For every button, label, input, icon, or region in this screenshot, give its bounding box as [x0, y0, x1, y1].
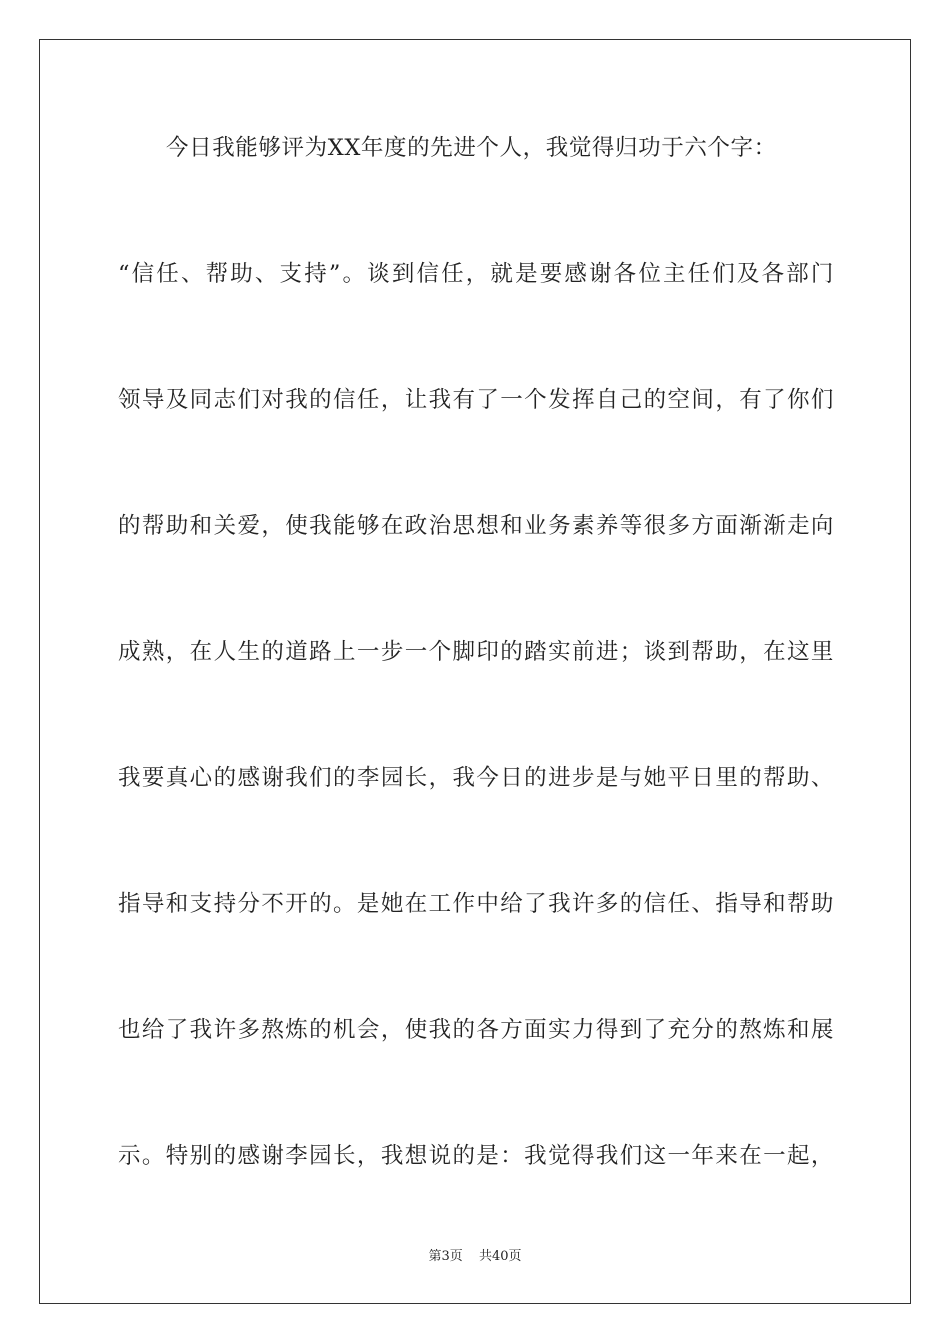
page-footer	[0, 1245, 950, 1264]
page-total: 共40页	[478, 1249, 522, 1264]
paragraph-line-1: 今日我能够评为XX年度的先进个人，我觉得归功于六个字：	[166, 135, 777, 161]
paragraph-line-5: 成熟，在人生的道路上一步一个脚印的踏实前进；谈到帮助，在这里	[118, 639, 834, 665]
paragraph-line-2: “信任、帮助、支持”。谈到信任，就是要感谢各位主任们及各部门	[118, 261, 834, 287]
page-number: 第3页	[428, 1249, 463, 1264]
paragraph-line-4: 的帮助和关爱，使我能够在政治思想和业务素养等很多方面渐渐走向	[118, 513, 834, 539]
paragraph-line-7: 指导和支持分不开的。是她在工作中给了我许多的信任、指导和帮助	[118, 891, 834, 917]
paragraph-line-3: 领导及同志们对我的信任，让我有了一个发挥自己的空间，有了你们	[118, 387, 834, 413]
paragraph-line-8: 也给了我许多熬炼的机会，使我的各方面实力得到了充分的熬炼和展	[118, 1017, 834, 1043]
paragraph-line-6: 我要真心的感谢我们的李园长，我今日的进步是与她平日里的帮助、	[118, 765, 834, 791]
paragraph-line-9: 示。特别的感谢李园长，我想说的是：我觉得我们这一年来在一起，	[118, 1143, 834, 1169]
